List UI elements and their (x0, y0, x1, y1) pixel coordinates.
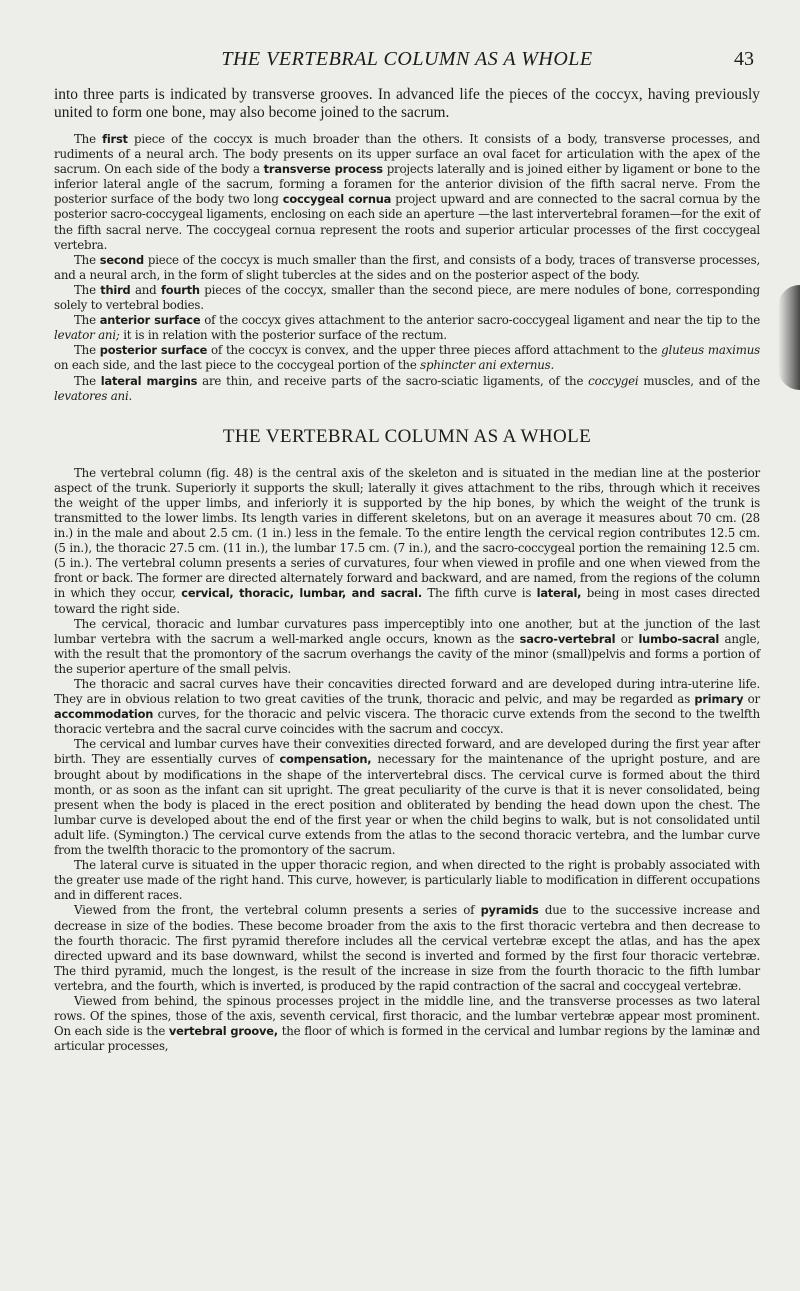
page-number: 43 (734, 48, 754, 70)
lateral-curve-paragraph: The lateral curve is situated in the upper thoracic region, and when directed to the right is probably associated with the greater use made of the right hand. This curve, however, is particularly liable to modification in different occupations and in different races. (54, 858, 760, 903)
coccyx-anterior-surface-paragraph: The anterior surface of the coccyx gives attachment to the anterior sacro-coccygeal ligament and near the tip to the levator ani; it is in relation with the posterior surface of the rectum. (54, 313, 761, 343)
pyramids-paragraph: Viewed from the front, the vertebral column presents a series of pyramids due to the successive increase and decrease in size of the bodies. These become broader from the axis to the first thoracic vertebra and then decrease to the fourth thoracic. The first pyramid therefore includes all the cervical vertebræ except the atlas, and has the apex directed upward and its base downward, whilst the second is inverted and formed by the first four thoracic vertebræ. The third pyramid, much the longest, is the result of the increase in size from the fourth thoracic to the fifth lumbar vertebra, and the fourth, which is inverted, is produced by the rapid contraction of the sacral and coccygeal vertebræ. (54, 903, 760, 993)
running-head (54, 48, 760, 72)
posterior-view-paragraph: Viewed from behind, the spinous processes project in the middle line, and the transverse processes as two lateral rows. Of the spines, those of the axis, seventh cervical, first thoracic, and the lumbar vertebræ appear most prominent. On each side is the vertebral groove, the floor of which is formed in the cervical and lumbar regions by the laminæ and articular processes, (54, 993, 760, 1054)
coccyx-posterior-surface-paragraph: The posterior surface of the coccyx is convex, and the upper three pieces afford attachment to the gluteus maximus on each side, and the last piece to the coccygeal portion of the sphincter ani externus. (54, 343, 760, 373)
curvature-junction-paragraph: The cervical, thoracic and lumbar curvatures pass imperceptibly into one another, but at the junction of the last lumbar vertebra with the sacrum a well-marked angle occurs, known as the sacro-vertebral or lumbo-sacral angle, with the result that the promontory of the sacrum overhangs the cavity of the minor (small)pelvis and forms a portion of the superior aperture of the small pelvis. (54, 616, 760, 676)
page-edge-shadow (778, 285, 800, 390)
lead-paragraph: into three parts is indicated by transverse grooves. In advanced life the pieces of the coccyx, having previously united to form one bone, may also become joined to the sacrum. (54, 86, 760, 121)
vertebral-column-intro-paragraph: The vertebral column (fig. 48) is the central axis of the skeleton and is situated in the median line at the posterior aspect of the trunk. Superiorly it supports the skull; laterally it gives attachment to the ribs, through which it receives the weight of the upper limbs, and inferiorly it is supported by the hip bones, by which the weight of the trunk is transmitted to the lower limbs. Its length varies in different skeletons, but on an average it measures about 70 cm. (28 in.) in the male and about 2.5 cm. (1 in.) less in the female. To the entire length the cervical region contributes 12.5 cm. (5 in.), the thoracic 27.5 cm. (11 in.), the lumbar 17.5 cm. (7 in.), and the sacro-coccygeal portion the remaining 12.5 cm. (5 in.). The vertebral column presents a series of curvatures, four when viewed in profile and one when viewed from the front or back. The former are directed alternately forward and backward, and are named, from the regions of the column in which they occur, cervical, thoracic, lumbar, and sacral. The fifth curve is lateral, being in most cases directed toward the right side. (54, 465, 761, 616)
running-title: THE VERTEBRAL COLUMN AS A WHOLE (221, 48, 593, 70)
primary-curves-paragraph: The thoracic and sacral curves have their concavities directed forward and are developed during intra-uterine life. They are in obvious relation to two great cavities of the trunk, thoracic and pelvic, and may be regarded as primary or accommodation curves, for the thoracic and pelvic viscera. The thoracic curve extends from the second to the twelfth thoracic vertebra and the sacral curve coincides with the sacrum and coccyx. (54, 677, 760, 737)
coccyx-third-fourth-paragraph: The third and fourth pieces of the coccyx, smaller than the second piece, are mere nodules of bone, corresponding solely to vertebral bodies. (54, 282, 760, 313)
page-content (54, 86, 760, 1054)
coccyx-lateral-margins-paragraph: The lateral margins are thin, and receive parts of the sacro-sciatic ligaments, of the coccygei muscles, and of the levatores ani. (54, 373, 760, 403)
coccyx-first-piece-paragraph: The first piece of the coccyx is much broader than the others. It consists of a body, transverse processes, and rudiments of a neural arch. The body presents on its upper surface an oval facet for articulation with the apex of the sacrum. On each side of the body a transverse process projects laterally and is joined either by ligament or bone to the inferior lateral angle of the sacrum, forming a foramen for the anterior division of the fifth sacral nerve. From the posterior surface of the body two long coccygeal cornua project upward and are connected to the sacral cornua by the posterior sacro-coccygeal ligaments, enclosing on each side an aperture —the last intervertebral foramen—for the exit of the fifth sacral nerve. The coccygeal cornua represent the roots and superior articular processes of the first coccygeal vertebra. (54, 132, 760, 252)
compensation-curves-paragraph: The cervical and lumbar curves have their convexities directed forward, and are developed during the first year after birth. They are essentially curves of compensation, necessary for the maintenance of the upright posture, and are brought about by modifications in the shape of the intervertebral discs. The cervical curve is formed about the third month, or as soon as the infant can sit upright. The great peculiarity of the curve is that it is never consolidated, being present when the body is placed in the erect position and obliterated by bending the head down upon the chest. The lumbar curve is developed about the end of the first year or when the child begins to walk, but is not consolidated until adult life. (Symington.) The cervical curve extends from the atlas to the second thoracic vertebra, and the lumbar curve from the twelfth thoracic to the promontory of the sacrum. (54, 737, 760, 858)
coccyx-second-piece-paragraph: The second piece of the coccyx is much smaller than the first, and consists of a body, traces of transverse processes, and a neural arch, in the form of slight tubercles at the sides and on the posterior aspect of the body. (54, 252, 760, 282)
section-heading: THE VERTEBRAL COLUMN AS A WHOLE (222, 425, 592, 447)
